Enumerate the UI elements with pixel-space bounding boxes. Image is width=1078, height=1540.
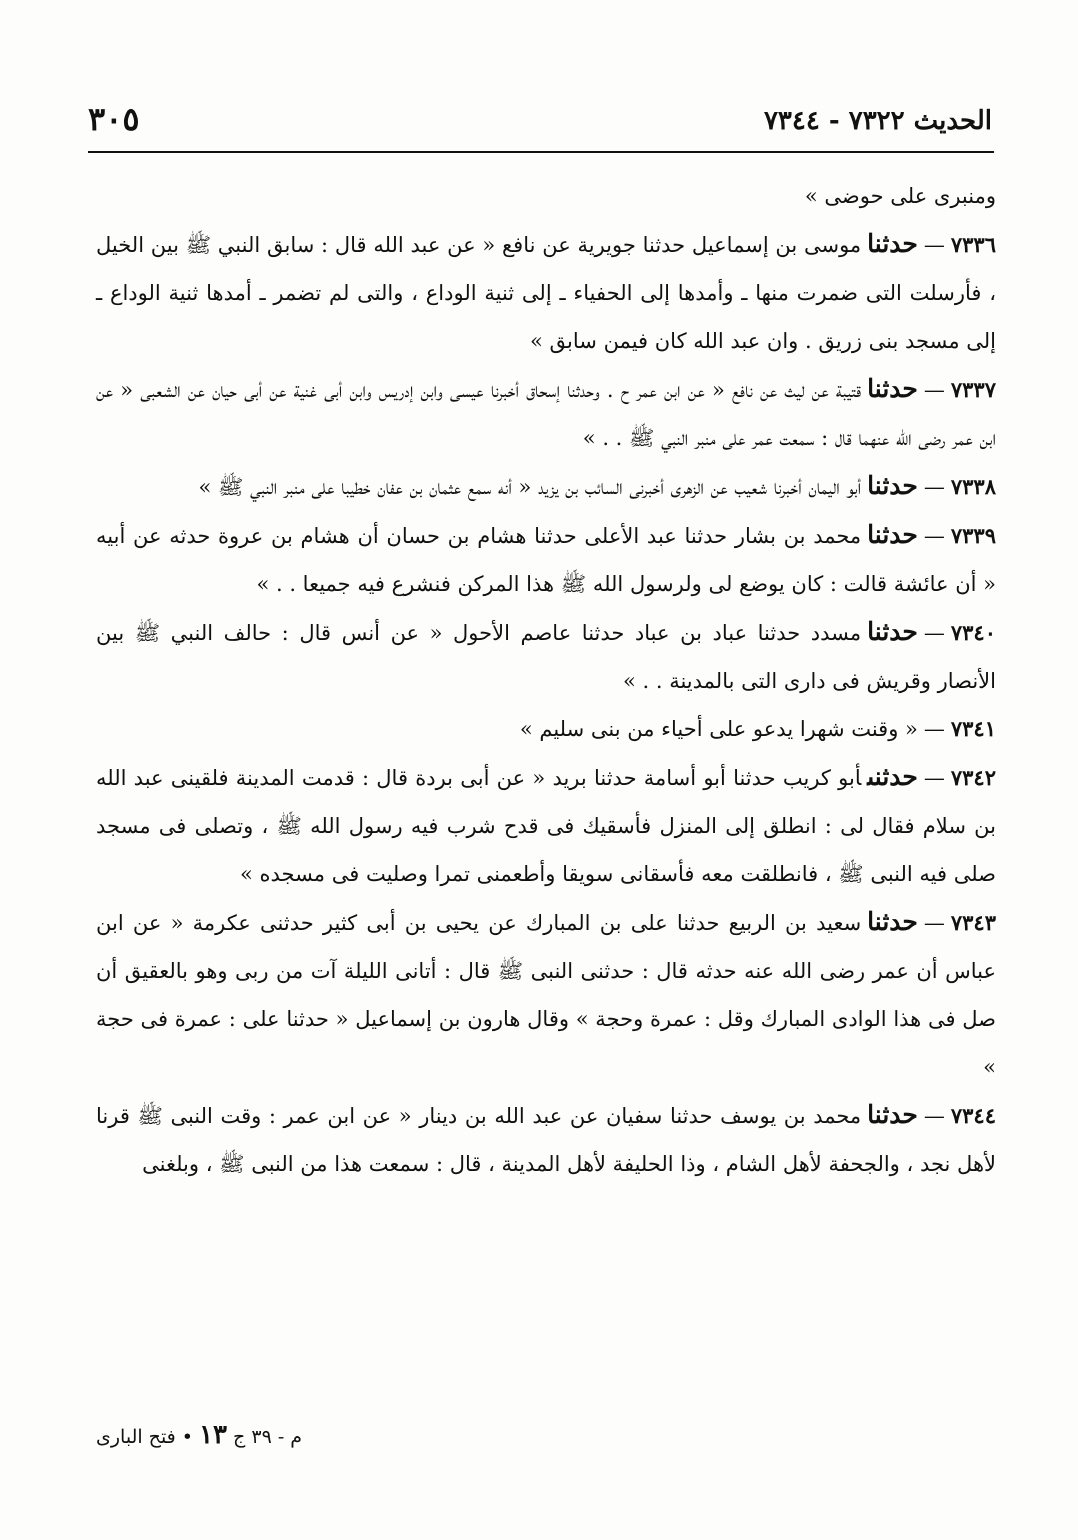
hadith-text: محمد بن يوسف حدثنا سفيان عن عبد الله بن دينار « عن ابن عمر : وقت النبى ﷺ قرنا لأهل نجد ، والجحفة لأهل الشام ، وذا الحليفة لأهل المدينة ، قال : سمعت هذا من النبى ﷺ ، وبلغنى	[96, 1104, 996, 1176]
hadith-keyword: حدثنى	[867, 762, 918, 791]
hadith-number: ٧٣٣٨	[950, 474, 996, 499]
hadith-text: قتيبة عن ليث عن نافع « عن ابن عمر ح . وحدثنا إسحاق أخبرنا عيسى وابن إدريس وابن أبى غنية عن أبى حيان عن الشعبى « عن ابن عمر رضى الله عنهما قال : سمعت عمر على منبر النبي ﷺ . . »	[96, 378, 996, 450]
hadith-keyword: حدثنا	[867, 471, 918, 500]
header-divider	[88, 151, 994, 153]
dash: —	[923, 475, 945, 499]
hadith-number: ٧٣٣٧	[950, 377, 996, 402]
hadith-paragraph	[96, 898, 996, 1091]
hadith-number: ٧٣٤٤	[950, 1103, 996, 1128]
hadith-text: أبو اليمان أخبرنا شعيب عن الزهرى أخبرنى السائب بن يزيد « أنه سمع عثمان بن عفان خطيبا على منبر النبي ﷺ »	[198, 475, 862, 499]
hadith-text: محمد بن بشار حدثنا عبد الأعلى حدثنا هشام بن حسان أن هشام بن عروة حدثه عن أبيه « أن عائشة قالت : كان يوضع لى ولرسول الله ﷺ هذا المركن فنشرع فيه جميعا . . »	[96, 524, 996, 596]
footer-volume: ١٣	[199, 1420, 227, 1450]
page-body	[96, 172, 996, 1188]
page-number: ٣٠٥	[88, 100, 140, 138]
hadith-paragraph	[96, 705, 996, 753]
hadith-paragraph	[96, 462, 996, 511]
page-footer	[96, 1420, 302, 1450]
dash: —	[923, 1104, 945, 1128]
footer-signature-prefix: م - ٣٩ ج	[233, 1426, 303, 1448]
hadith-number: ٧٣٣٩	[950, 523, 996, 548]
hadith-paragraph	[96, 220, 996, 365]
hadith-paragraph	[96, 365, 996, 462]
hadith-keyword: حدثنا	[867, 907, 918, 936]
hadith-paragraph	[96, 1091, 996, 1188]
hadith-paragraph	[96, 608, 996, 705]
hadith-number: ٧٣٤٠	[950, 620, 996, 645]
hadith-paragraph	[96, 511, 996, 608]
hadith-number: ٧٣٤٣	[950, 910, 996, 935]
dash: —	[923, 911, 945, 935]
hadith-text: سعيد بن الربيع حدثنا على بن المبارك عن يحيى بن أبى كثير حدثنى عكرمة « عن ابن عباس أن عمر رضى الله عنه حدثه قال : حدثنى النبى ﷺ قال : أتانى الليلة آت من ربى وهو بالعقيق أن صل فى هذا الوادى المبارك وقل : عمرة وحجة » وقال هارون بن إسماعيل « حدثنا على : عمرة فى حجة »	[96, 911, 996, 1079]
hadith-continuation	[96, 172, 996, 220]
dash: —	[923, 233, 945, 257]
dash: —	[923, 717, 945, 741]
footer-book-title: • فتح البارى	[96, 1426, 194, 1448]
dash: —	[923, 621, 945, 645]
hadith-text: موسى بن إسماعيل حدثنا جويرية عن نافع « عن عبد الله قال : سابق النبي ﷺ بين الخيل ، فأرسلت التى ضمرت منها ـ وأمدها إلى الحفياء ـ إلى ثنية الوداع ، والتى لم تضمر ـ أمدها ثنية الوداع ـ إلى مسجد بنى زريق . وان عبد الله كان فيمن سابق »	[96, 233, 996, 353]
hadith-keyword: حدثنا	[867, 1100, 918, 1129]
dash: —	[923, 378, 945, 402]
hadith-keyword: حدثنا	[867, 229, 918, 258]
hadith-number: ٧٣٤١	[950, 716, 996, 741]
hadith-text: « وقنت شهرا يدعو على أحياء من بنى سليم »	[519, 717, 918, 741]
hadith-paragraph	[96, 753, 996, 898]
hadith-text: مسدد حدثنا عباد بن عباد حدثنا عاصم الأحول « عن أنس قال : حالف النبي ﷺ بين الأنصار وقريش فى دارى التى بالمدينة . . »	[96, 621, 996, 693]
hadith-keyword: حدثنا	[867, 520, 918, 549]
dash: —	[923, 766, 945, 790]
page-header	[88, 100, 992, 150]
dash: —	[923, 524, 945, 548]
hadith-number: ٧٣٤٢	[950, 765, 996, 790]
hadith-text: ومنبرى على حوضى »	[804, 184, 996, 208]
hadith-keyword: حدثنا	[867, 617, 918, 646]
hadith-number: ٧٣٣٦	[950, 232, 996, 257]
running-title: الحديث ٧٣٢٢ - ٧٣٤٤	[763, 106, 992, 136]
hadith-keyword: حدثنا	[867, 374, 918, 403]
hadith-text: أبو كريب حدثنا أبو أسامة حدثنا بريد « عن أبى بردة قال : قدمت المدينة فلقينى عبد الله بن سلام فقال لى : انطلق إلى المنزل فأسقيك فى قدح شرب فيه رسول الله ﷺ ، وتصلى فى مسجد صلى فيه النبى ﷺ ، فانطلقت معه فأسقانى سويقا وأطعمنى تمرا وصليت فى مسجده »	[96, 766, 996, 886]
